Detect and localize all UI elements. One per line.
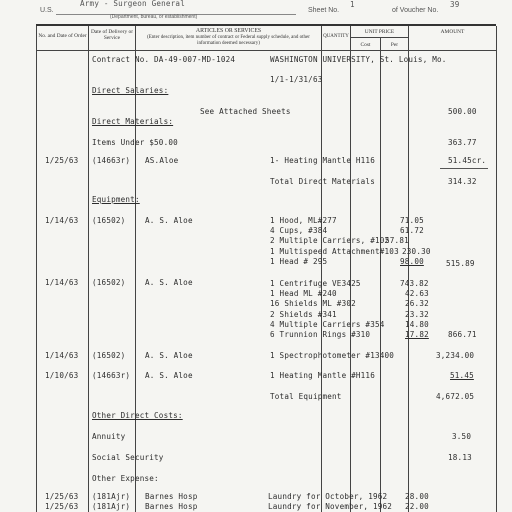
materials-subtotal-rule — [440, 168, 488, 169]
x2-order: (181Ajr) — [92, 502, 131, 511]
e1-amount: 515.89 — [446, 259, 475, 268]
e2-item-cost: 23.32 — [405, 310, 429, 319]
see-attached-sheets: See Attached Sheets — [200, 107, 291, 116]
e2-order: (16502) — [92, 278, 126, 287]
e4-date: 1/10/63 — [45, 371, 79, 380]
sheet-label: Sheet No. — [308, 7, 340, 14]
e3-description: 1 Spectrophotometer #13400 — [270, 351, 395, 360]
x1-order: (181Ajr) — [92, 492, 131, 501]
e1-item-cost: 61.72 — [400, 226, 424, 235]
e2-item-desc: 2 Shields #341 — [270, 310, 337, 319]
agency-caption: (Department, bureau, or establishment) — [110, 14, 198, 20]
e1-order: (16502) — [92, 216, 126, 225]
x2-vendor: Barnes Hosp — [145, 502, 198, 511]
column-border-per — [408, 26, 409, 512]
col-header-unit-price: UNIT PRICE — [364, 29, 395, 35]
x1-date: 1/25/63 — [45, 492, 79, 501]
e2-item-desc: 1 Centrifuge VE3425 — [270, 279, 361, 288]
m1-amount: 51.45cr. — [448, 156, 487, 165]
x2-date: 1/25/63 — [45, 502, 79, 511]
billing-period: 1/1-1/31/63 — [270, 75, 323, 84]
col-header-per: Per — [390, 42, 399, 48]
section-other-direct-costs: Other Direct Costs: — [92, 411, 183, 420]
e4-description: 1 Heating Mantle #H116 — [270, 371, 375, 380]
salaries-amount: 500.00 — [448, 107, 477, 116]
e4-amount: 51.45 — [450, 371, 474, 380]
items-under-amount: 363.77 — [448, 138, 477, 147]
column-border-quantity — [350, 26, 351, 512]
e4-vendor: A. S. Aloe — [145, 371, 193, 380]
e3-vendor: A. S. Aloe — [145, 351, 193, 360]
section-equipment: Equipment: — [92, 195, 140, 204]
e1-item-cost: 71.05 — [400, 216, 424, 225]
contract-number: Contract No. DA-49-007-MD-1024 — [92, 55, 236, 64]
table-top-rule — [36, 24, 496, 26]
e2-item-desc: 4 Multiple Carriers #354 — [270, 320, 385, 329]
e3-amount: 3,234.00 — [436, 351, 475, 360]
other-expense-label: Other Expense: — [92, 474, 159, 483]
section-direct-salaries: Direct Salaries: — [92, 86, 169, 95]
e3-date: 1/14/63 — [45, 351, 79, 360]
total-equipment-amount: 4,672.05 — [436, 392, 475, 401]
e2-date: 1/14/63 — [45, 278, 79, 287]
column-border-right — [496, 26, 497, 512]
social-security-label: Social Security — [92, 453, 164, 462]
us-label: U.S. — [40, 7, 54, 14]
column-border-cost — [380, 37, 381, 512]
e2-amount: 866.71 — [448, 330, 477, 339]
social-security-amount: 18.13 — [448, 453, 472, 462]
total-materials-amount: 314.32 — [448, 177, 477, 186]
col-header-order: No. and Date of Order — [38, 33, 87, 39]
m1-order: (14663r) — [92, 156, 131, 165]
e1-date: 1/14/63 — [45, 216, 79, 225]
col-header-amount: AMOUNT — [440, 29, 465, 35]
col-header-cost: Cost — [360, 42, 371, 48]
e1-item-cost: 98.00 — [400, 257, 424, 266]
x2-description: Laundry for November, 1962 — [268, 502, 393, 511]
col-header-quantity: QUANTITY — [323, 34, 349, 39]
e2-item-cost: 14.80 — [405, 320, 429, 329]
e1-item-desc: 4 Cups, #384 — [270, 226, 328, 235]
column-border-delivery — [135, 26, 136, 512]
e3-order: (16502) — [92, 351, 126, 360]
annuity-label: Annuity — [92, 432, 126, 441]
e1-item-desc: 1 Head # 295 — [270, 257, 328, 266]
e1-item-desc: 2 Multiple Carriers, #102 — [270, 236, 390, 245]
col-header-articles-note: (Enter description, item number of contract or Federal supply schedule, and other information deemed necessary) — [147, 35, 310, 46]
m1-date: 1/25/63 — [45, 156, 79, 165]
col-header-delivery: Date of Delivery or Service — [90, 29, 134, 41]
university-name: WASHINGTON UNIVERSITY, St. Louis, Mo. — [270, 55, 447, 64]
e2-vendor: A. S. Aloe — [145, 278, 193, 287]
section-direct-materials: Direct Materials: — [92, 117, 174, 126]
e2-item-cost: 26.32 — [405, 299, 429, 308]
e2-item-cost: 743.82 — [400, 279, 429, 288]
table-header-rule — [36, 50, 496, 51]
column-border-articles — [321, 26, 322, 512]
column-border-left — [36, 26, 37, 512]
m1-description: 1- Heating Mantle H116 — [270, 156, 375, 165]
e1-vendor: A. S. Aloe — [145, 216, 193, 225]
e1-item-desc: 1 Hood, ML#277 — [270, 216, 337, 225]
col-header-articles: ARTICLES OR SERVICES — [195, 28, 262, 34]
e1-item-desc: 1 Multispeed Attachment#103 — [270, 247, 399, 256]
x2-cost: 22.00 — [405, 502, 429, 511]
m1-vendor: AS.Aloe — [145, 156, 179, 165]
e1-item-cost: 230.30 — [402, 247, 431, 256]
x1-cost: 28.00 — [405, 492, 429, 501]
total-equipment-label: Total Equipment — [270, 392, 342, 401]
voucher-number: 39 — [450, 0, 460, 9]
voucher-label: of Voucher No. — [392, 7, 439, 14]
total-materials-label: Total Direct Materials — [270, 177, 375, 186]
annuity-amount: 3.50 — [452, 432, 472, 441]
e2-item-cost: 42.63 — [405, 289, 429, 298]
x1-description: Laundry for October, 1962 — [268, 492, 388, 501]
column-border-order — [88, 26, 89, 512]
e2-item-desc: 6 Trunnion Rings #310 — [270, 330, 371, 339]
agency-name: Army - Surgeon General — [80, 0, 185, 8]
items-under-50: Items Under $50.00 — [92, 138, 178, 147]
e4-order: (14663r) — [92, 371, 131, 380]
e2-item-desc: 16 Shields ML #302 — [270, 299, 356, 308]
sheet-number: 1 — [350, 0, 355, 9]
e2-item-cost: 17.82 — [405, 330, 429, 339]
e1-item-cost: 57.81 — [385, 236, 409, 245]
x1-vendor: Barnes Hosp — [145, 492, 198, 501]
unit-price-divider — [350, 37, 408, 38]
e2-item-desc: 1 Head ML #240 — [270, 289, 337, 298]
